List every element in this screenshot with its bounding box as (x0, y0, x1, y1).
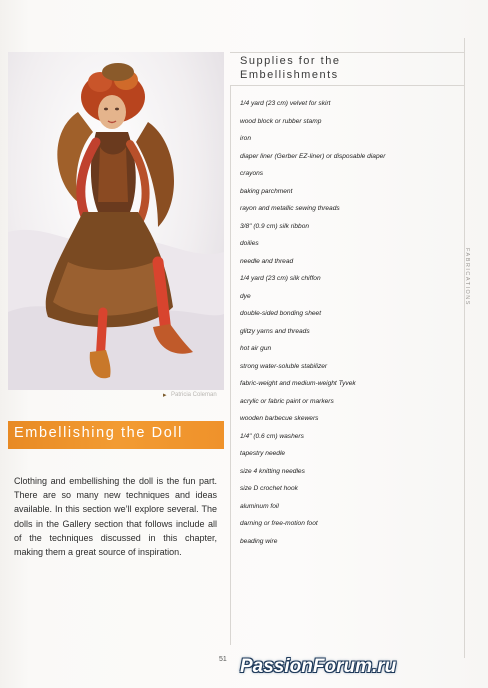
section-title: Embellishing the Doll (14, 425, 183, 441)
supply-item: acrylic or fabric paint or markers (240, 397, 334, 405)
supply-item: needle and thread (240, 257, 294, 265)
chapter-side-label: FABRICATIONS (464, 248, 470, 306)
section-heading-band (8, 421, 224, 449)
supplies-header (230, 52, 465, 86)
supply-item: size D crochet hook (240, 485, 298, 492)
supply-item: size 4 knitting needles (240, 467, 305, 475)
supply-item: 1/4" (0.6 cm) washers (240, 432, 304, 440)
page-number: 51 (219, 656, 227, 663)
supply-item: double-sided bonding sheet (240, 310, 322, 317)
supply-item: baking parchment (240, 187, 293, 195)
supply-item: beading wire (240, 537, 278, 545)
supply-item: rayon and metallic sewing threads (240, 205, 340, 212)
supply-item: diaper liner (Gerber EZ-liner) or disposable diaper (240, 152, 386, 160)
supplies-title-line2: Embellishments (240, 69, 339, 81)
supply-item: strong water-soluble stabilizer (240, 362, 328, 370)
caption-arrow-icon: ▸ (163, 392, 167, 399)
supply-item: 1/4 yard (23 cm) velvet for skirt (240, 100, 331, 107)
supply-item: wooden barbecue skewers (240, 415, 319, 422)
supply-item: wood block or rubber stamp (240, 117, 322, 125)
column-divider-right (464, 38, 465, 658)
supply-item: 3/8" (0.9 cm) silk ribbon (240, 222, 310, 230)
supply-item: tapestry needle (240, 450, 286, 457)
supplies-title-line1: Supplies for the (240, 55, 341, 67)
supply-item: dye (240, 292, 251, 300)
supply-item: iron (240, 135, 251, 142)
intro-paragraph: Clothing and embellishing the doll is the fun part. There are so many new techniques and ideas available. In this section we’ll explore several. The dolls in the Gallery section that follows include all of the techniques discussed in this chapter, making them a great source of inspiration. (14, 476, 217, 558)
supply-item: hot air gun (240, 345, 272, 352)
supply-item: doilies (240, 240, 259, 247)
supply-item: glitzy yarns and threads (240, 327, 310, 335)
site-watermark: PassionForum.ru (240, 656, 397, 677)
photo-caption: Patricia Coleman (171, 392, 217, 398)
supplies-title (240, 54, 340, 82)
doll-photo (8, 52, 224, 390)
supply-item: fabric-weight and medium-weight Tyvek (240, 380, 356, 387)
supply-item: aluminum foil (240, 502, 279, 510)
supply-item: darning or free-motion foot (240, 520, 318, 527)
doll-illustration (8, 52, 224, 390)
supply-item: 1/4 yard (23 cm) silk chiffon (240, 275, 321, 282)
supply-item: crayons (240, 170, 264, 177)
column-divider-left (230, 85, 231, 645)
